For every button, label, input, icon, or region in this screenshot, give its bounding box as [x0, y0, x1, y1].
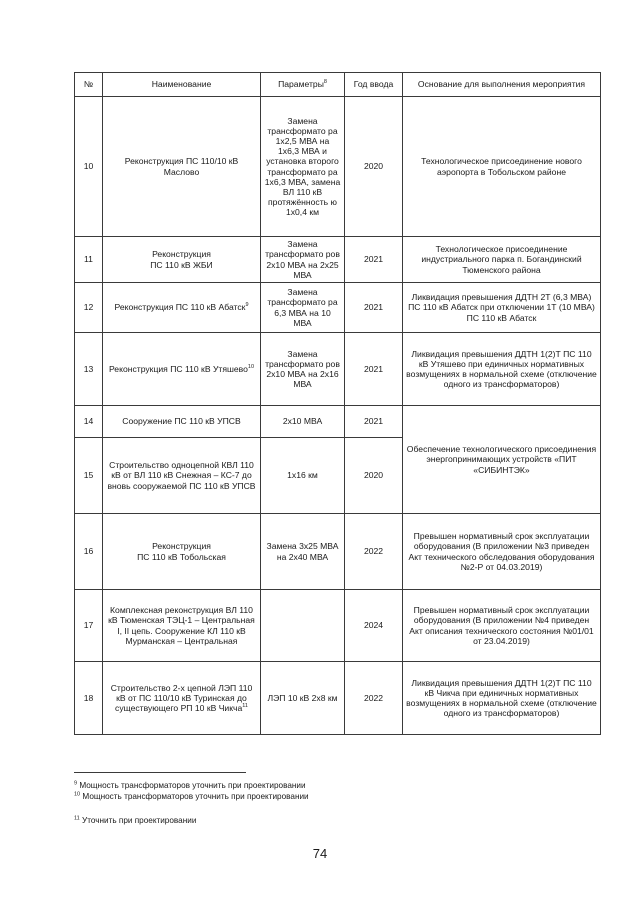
row-name: Реконструкция ПС 110 кВ Утяшево$^{10}$ — [103, 333, 261, 406]
footnote-10: $^{10}$ Мощность трансформаторов уточнить при проектировании — [74, 790, 309, 801]
row-name: Реконструкция ПС 110 кВ Тобольская — [103, 514, 261, 590]
row-num: 10 — [75, 97, 103, 237]
row-params: Замена трансформато ра 6,3 МВА на 10 МВА — [261, 283, 345, 333]
footnote-ref: 8 — [323, 79, 327, 86]
page-number: 74 — [312, 846, 328, 861]
row-name: Реконструкция ПС 110/10 кВ Маслово — [103, 97, 261, 237]
row-num: 18 — [75, 662, 103, 735]
row-basis: Превышен нормативный срок эксплуатации оборудования (В приложении №3 приведен Акт технического обследования оборудования №2-Р от 04.03.2019) — [403, 514, 601, 590]
row-year: 2021 — [345, 406, 403, 438]
row-name: Строительство 2-х цепной ЛЭП 110 кВ от ПС 110/10 кВ Туринская до существующего РП 10 кВ Чикча$^{11}$ — [103, 662, 261, 735]
header-basis: Основание для выполнения мероприятия — [403, 73, 601, 97]
table-row — [75, 237, 601, 283]
row-params: Замена трансформато ров 2х10 МВА на 2х25 МВА — [261, 237, 345, 283]
row-basis: Обеспечение технологического присоединения энергопринимающих устройств «ПИТ «СИБИНТЭК» — [403, 406, 601, 514]
row-params — [261, 590, 345, 662]
row-basis: Превышен нормативный срок эксплуатации оборудования (В приложении №4 приведен Акт описания технического состояния №01/01 от 23.04.2019) — [403, 590, 601, 662]
row-num: 13 — [75, 333, 103, 406]
footnote-11: $^{11}$ Уточнить при проектировании — [74, 815, 197, 826]
footnote-ref: 9 — [245, 302, 249, 309]
row-num: 17 — [75, 590, 103, 662]
row-year: 2021 — [345, 283, 403, 333]
row-params: Замена 3х25 МВА на 2х40 МВА — [261, 514, 345, 590]
table-row — [75, 283, 601, 333]
row-params: Замена трансформато ра 1х2,5 МВА на 1х6,3 МВА и установка второго трансформато ра 1х6,3 МВА, замена ВЛ 110 кВ протяжённость ю 1х0,4 км — [261, 97, 345, 237]
header-name: Наименование — [103, 73, 261, 97]
row-year: 2022 — [345, 662, 403, 735]
row-basis: Технологическое присоединение индустриального парка п. Богандинский Тюменского района — [403, 237, 601, 283]
row-num: 12 — [75, 283, 103, 333]
row-year: 2021 — [345, 333, 403, 406]
measures-table — [74, 72, 601, 735]
table-row — [75, 406, 601, 438]
row-num: 16 — [75, 514, 103, 590]
row-basis: Ликвидация превышения ДДТН 1(2)Т ПС 110 кВ Чикча при единичных нормативных возмущениях в нормальной схеме (отключение одного из трансформаторов) — [403, 662, 601, 735]
footnote-ref: 11 — [242, 703, 248, 710]
row-name: Реконструкция ПС 110 кВ Абатск$^9$ — [103, 283, 261, 333]
row-num: 15 — [75, 438, 103, 514]
row-params: Замена трансформато ров 2х10 МВА на 2х16 МВА — [261, 333, 345, 406]
header-params: Параметры$^8$ — [261, 73, 345, 97]
row-params: 1х16 км — [261, 438, 345, 514]
row-num: 11 — [75, 237, 103, 283]
table-row — [75, 590, 601, 662]
row-basis: Ликвидация превышения ДДТН 2Т (6,3 МВА) ПС 110 кВ Абатск при отключении 1Т (10 МВА) ПС 110 кВ Абатск — [403, 283, 601, 333]
footnote-ref: 10 — [247, 364, 255, 371]
row-year: 2020 — [345, 97, 403, 237]
table-row — [75, 97, 601, 237]
row-name: Строительство одноцепной КВЛ 110 кВ от ВЛ 110 кВ Снежная – КС-7 до вновь сооружаемой ПС 110 кВ УПСВ — [103, 438, 261, 514]
header-year: Год ввода — [345, 73, 403, 97]
table-row — [75, 662, 601, 735]
row-basis: Ликвидация превышения ДДТН 1(2)Т ПС 110 кВ Утяшево при единичных нормативных возмущениях в нормальной схеме (отключение одного из трансформаторов) — [403, 333, 601, 406]
row-year: 2020 — [345, 438, 403, 514]
header-num: № — [75, 73, 103, 97]
row-name: Реконструкция ПС 110 кВ ЖБИ — [103, 237, 261, 283]
row-params: 2х10 МВА — [261, 406, 345, 438]
row-basis: Технологическое присоединение нового аэропорта в Тобольском районе — [403, 97, 601, 237]
table-header-row — [75, 73, 601, 97]
table-row — [75, 514, 601, 590]
row-name: Сооружение ПС 110 кВ УПСВ — [103, 406, 261, 438]
row-num: 14 — [75, 406, 103, 438]
row-year: 2021 — [345, 237, 403, 283]
footnote-divider — [74, 772, 246, 773]
footnotes — [74, 772, 600, 827]
footnote-9: $^9$ Мощность трансформаторов уточнить при проектировании — [74, 780, 306, 790]
table-row — [75, 333, 601, 406]
row-year: 2022 — [345, 514, 403, 590]
row-name: Комплексная реконструкция ВЛ 110 кВ Тюменская ТЭЦ-1 – Центральная I, II цепь. Сооружение КЛ 110 кВ Мурманская – Центральная — [103, 590, 261, 662]
row-year: 2024 — [345, 590, 403, 662]
row-params: ЛЭП 10 кВ 2х8 км — [261, 662, 345, 735]
